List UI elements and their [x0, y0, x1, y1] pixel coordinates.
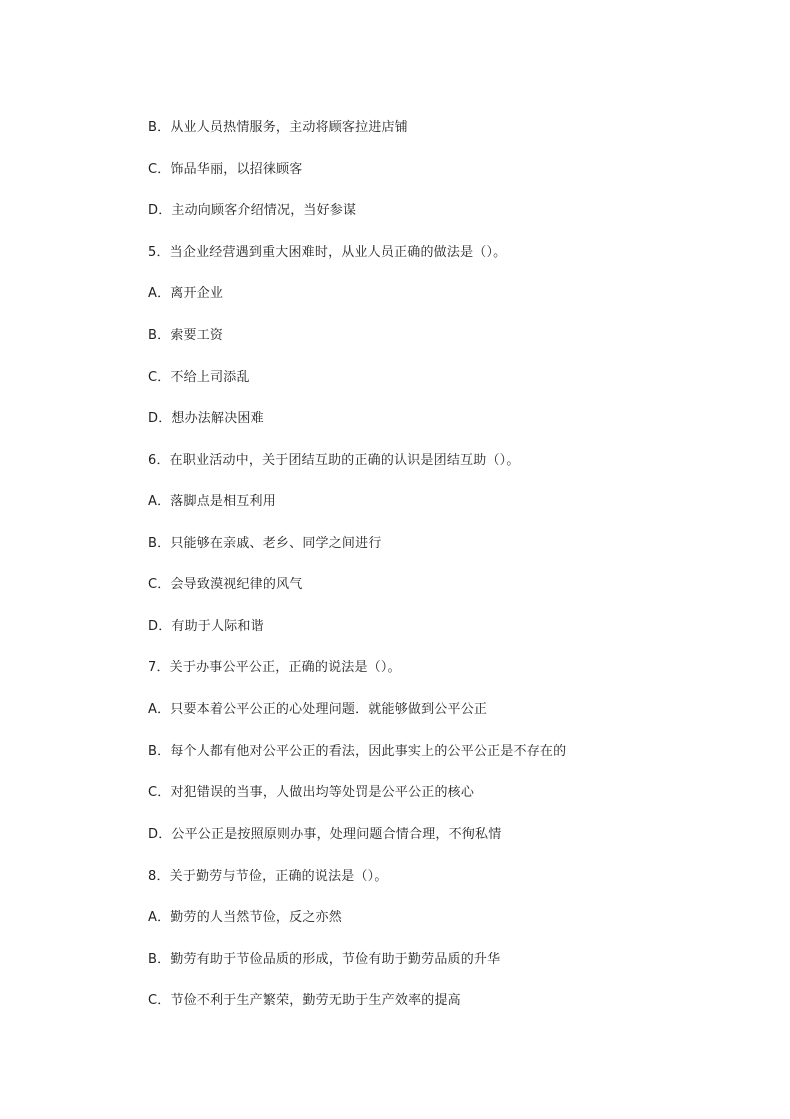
option-line: A．只要本着公平公正的心处理问题．就能够做到公平公正	[148, 702, 488, 717]
option-line: D．公平公正是按照原则办事，处理问题合情合理，不徇私情	[148, 827, 502, 842]
option-line: C．节俭不利于生产繁荣，勤劳无助于生产效率的提高	[148, 993, 461, 1008]
question-line: 5．当企业经营遇到重大困难时，从业人员正确的做法是（）。	[148, 245, 507, 260]
option-line: A．落脚点是相互利用	[148, 494, 276, 509]
option-line: B．每个人都有他对公平公正的看法，因此事实上的公平公正是不存在的	[148, 744, 567, 759]
question-line: 7．关于办事公平公正，正确的说法是（）。	[148, 660, 401, 675]
option-line: A．离开企业	[148, 286, 224, 301]
option-line: C．对犯错误的当事，人做出均等处罚是公平公正的核心	[148, 785, 475, 800]
option-line: D．想办法解决困难	[148, 411, 264, 426]
option-line: B．索要工资	[148, 328, 224, 343]
question-line: 6．在职业活动中，关于团结互助的正确的认识是团结互助（）。	[148, 453, 520, 468]
question-line: 8．关于勤劳与节俭，正确的说法是（）。	[148, 869, 388, 884]
option-line: D．主动向顾客介绍情况，当好参谋	[148, 203, 357, 218]
option-line: D．有助于人际和谐	[148, 619, 264, 634]
option-line: C．不给上司添乱	[148, 370, 250, 385]
option-line: B．只能够在亲戚、老乡、同学之间进行	[148, 536, 382, 551]
option-line: A．勤劳的人当然节俭，反之亦然	[148, 910, 342, 925]
option-line: B．从业人员热情服务，主动将顾客拉进店铺	[148, 120, 408, 135]
option-line: C．饰品华丽，以招徕顾客	[148, 162, 303, 177]
option-line: C．会导致漠视纪律的风气	[148, 577, 303, 592]
option-line: B．勤劳有助于节俭品质的形成，节俭有助于勤劳品质的升华	[148, 952, 501, 967]
